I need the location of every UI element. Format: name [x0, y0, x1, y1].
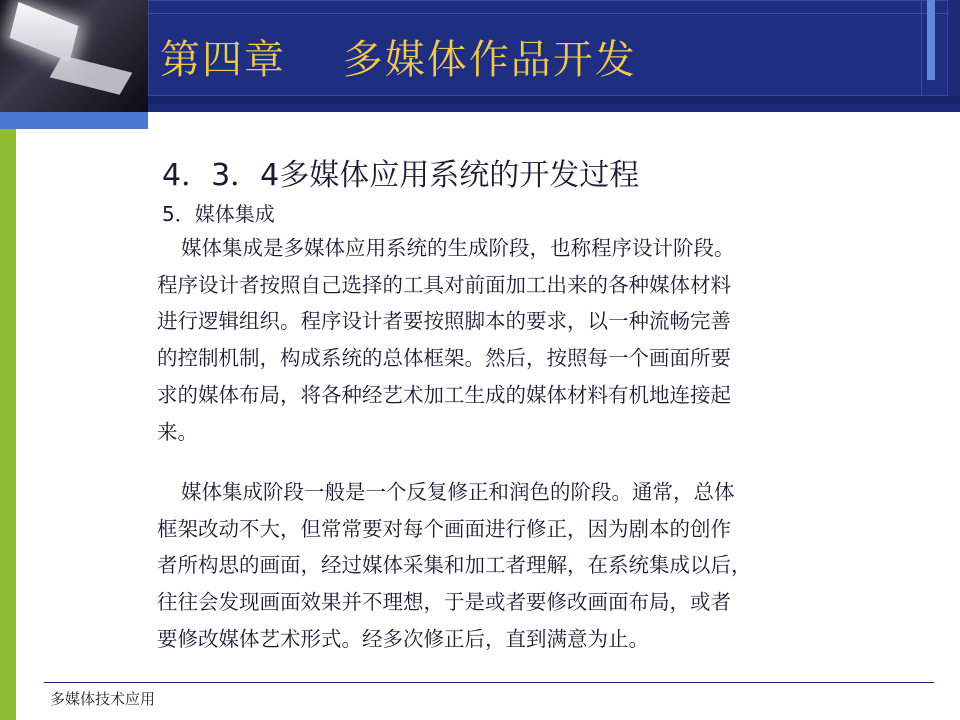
title-accent-bar [927, 0, 935, 80]
paragraph-line: 求的媒体布局，将各种经艺术加工生成的媒体材料有机地连接起 [157, 382, 731, 407]
paragraph-line: 程序设计者按照自己选择的工具对前面加工出来的各种媒体材料 [157, 272, 731, 297]
paragraph-line: 框架改动不大，但常常要对每个画面进行修正，因为剧本的创作 [157, 516, 731, 541]
paragraph-line: 者所构思的画面，经过媒体采集和加工者理解，在系统集成以后， [157, 553, 752, 578]
paragraph-1 [157, 230, 857, 450]
panel-gridline [921, 1, 922, 97]
paragraph-2 [157, 474, 857, 658]
section-heading: 4．3．4多媒体应用系统的开发过程 [162, 158, 640, 193]
title-underline-band [148, 96, 960, 104]
paragraph-line: 媒体集成阶段一般是一个反复修正和润色的阶段。通常，总体 [181, 480, 735, 504]
footer-divider [44, 682, 934, 683]
left-green-bar [0, 129, 16, 720]
left-blue-strip [0, 112, 148, 129]
paragraph-line: 往往会发现画面效果并不理想，于是或者要修改画面布局，或者 [157, 590, 731, 615]
paragraph-line: 媒体集成是多媒体应用系统的生成阶段，也称程序设计阶段。 [181, 236, 735, 260]
paragraph-line: 来。 [157, 419, 198, 444]
monitor-base [50, 55, 133, 94]
paragraph-line: 进行逻辑组织。程序设计者要按照脚本的要求，以一种流畅完善 [157, 309, 731, 334]
paragraph-line: 的控制机制，构成系统的总体框架。然后，按照每一个画面所要 [157, 346, 731, 371]
paragraph-line: 要修改媒体艺术形式。经多次修正后，直到满意为止。 [157, 626, 649, 651]
footer-caption: 多媒体技术应用 [50, 690, 156, 708]
subsection-heading: 5．媒体集成 [162, 202, 275, 226]
monitor-screen [10, 2, 79, 62]
slide-title: 第四章 多媒体作品开发 [160, 37, 637, 83]
panel-gridline [149, 13, 949, 14]
computer-monitor-image [0, 0, 148, 112]
